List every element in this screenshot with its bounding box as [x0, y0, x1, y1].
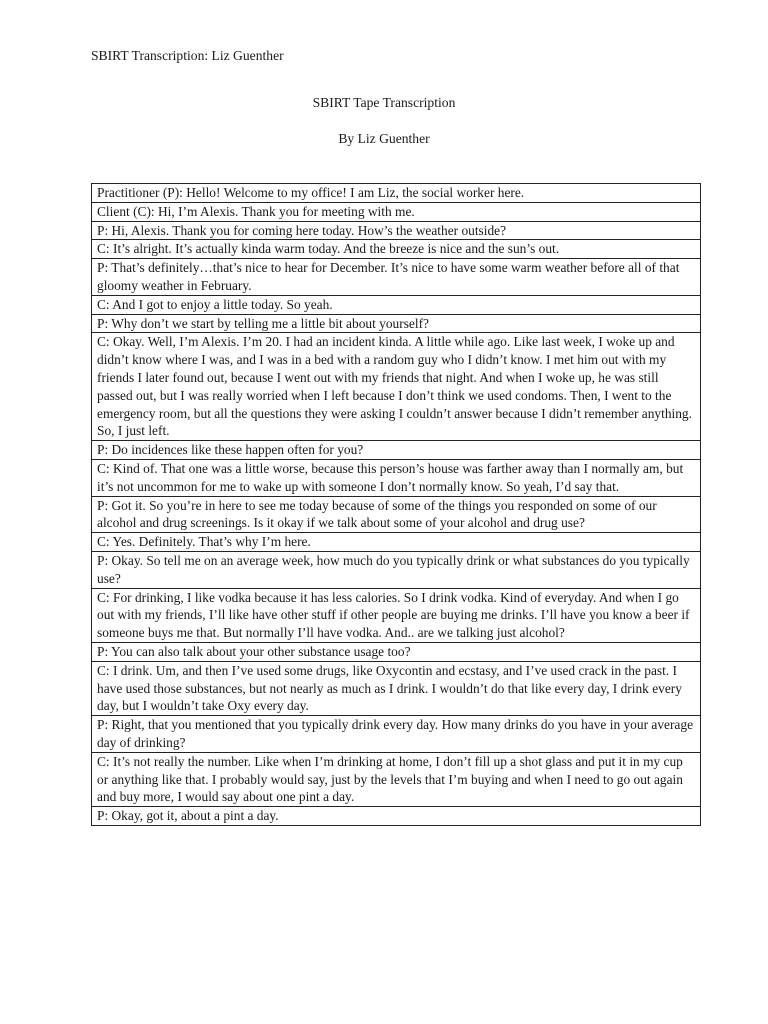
- document-author: By Liz Guenther: [338, 131, 430, 146]
- transcript-row: [92, 314, 701, 333]
- transcript-row: [92, 333, 701, 441]
- transcript-row: [92, 221, 701, 240]
- transcript-line: P: You can also talk about your other substance usage too?: [92, 642, 701, 661]
- transcript-line: Practitioner (P): Hello! Welcome to my office! I am Liz, the social worker here.: [92, 184, 701, 203]
- transcript-row: [92, 496, 701, 533]
- transcript-line: C: I drink. Um, and then I’ve used some drugs, like Oxycontin and ecstasy, and I’ve used crack in the past. I have used those substances, but not nearly as much as I drink. I wouldn’t do that like every day, I drink every day, but I wouldn’t take Oxy every day.: [92, 661, 701, 715]
- transcript-line: C: It’s not really the number. Like when I’m drinking at home, I don’t fill up a shot glass and put it in my cup or anything like that. I probably would say, just by the levels that I’m buying and when I need to go out again and buy more, I would say about one pint a day.: [92, 752, 701, 806]
- transcript-line: P: That’s definitely…that’s nice to hear for December. It’s nice to have some warm weather before all of that gloomy weather in February.: [92, 259, 701, 296]
- transcript-row: [92, 642, 701, 661]
- transcript-line: C: Okay. Well, I’m Alexis. I’m 20. I had an incident kinda. A little while ago. Like last week, I woke up and didn’t know where I was, and I was in a bed with a random guy who I didn’t know. I met him out with my friends I later found out, because I went out with my friends that night. And when I woke up, he was still passed out, but I was really worried when I left because I don’t think we used condoms. Then, I went to the emergency room, but all the questions they were asking I couldn’t answer because I didn’t remember anything. So, I just left.: [92, 333, 701, 441]
- transcript-line: Client (C): Hi, I’m Alexis. Thank you for meeting with me.: [92, 202, 701, 221]
- transcript-line: C: For drinking, I like vodka because it has less calories. So I drink vodka. Kind of everyday. And when I go out with my friends, I’ll like have other stuff if other people are buying me drinks. I’ll have you know a beer if someone buys me that. But normally I’ll have vodka. And.. are we talking just alcohol?: [92, 588, 701, 642]
- transcript-row: [92, 716, 701, 753]
- transcript-line: P: Okay. So tell me on an average week, how much do you typically drink or what substances do you typically use?: [92, 551, 701, 588]
- transcript-row: [92, 551, 701, 588]
- document-title: SBIRT Tape Transcription: [312, 95, 456, 110]
- transcript-row: [92, 202, 701, 221]
- transcript-line: C: It’s alright. It’s actually kinda warm today. And the breeze is nice and the sun’s out.: [92, 240, 701, 259]
- transcript-line: C: Yes. Definitely. That’s why I’m here.: [92, 533, 701, 552]
- running-header: SBIRT Transcription: Liz Guenther: [91, 48, 284, 63]
- transcript-line: C: Kind of. That one was a little worse, because this person’s house was farther away than I normally am, but it’s not uncommon for me to wake up with someone I don’t normally know. So yeah, I’d say that.: [92, 459, 701, 496]
- transcript-line: P: Do incidences like these happen often for you?: [92, 441, 701, 460]
- transcript-line: P: Okay, got it, about a pint a day.: [92, 807, 701, 826]
- transcript-row: [92, 295, 701, 314]
- transcript-line: P: Got it. So you’re in here to see me today because of some of the things you responded on some of our alcohol and drug screenings. Is it okay if we talk about some of your alcohol and drug use?: [92, 496, 701, 533]
- transcript-line: C: And I got to enjoy a little today. So yeah.: [92, 295, 701, 314]
- transcript-row: [92, 752, 701, 806]
- transcript-line: P: Right, that you mentioned that you typically drink every day. How many drinks do you have in your average day of drinking?: [92, 716, 701, 753]
- transcript-row: [92, 807, 701, 826]
- transcript-row: [92, 240, 701, 259]
- transcript-row: [92, 533, 701, 552]
- transcript-row: [92, 441, 701, 460]
- transcript-row: [92, 184, 701, 203]
- transcript-table: [91, 183, 701, 826]
- transcript-line: P: Why don’t we start by telling me a little bit about yourself?: [92, 314, 701, 333]
- transcript-line: P: Hi, Alexis. Thank you for coming here today. How’s the weather outside?: [92, 221, 701, 240]
- transcript-row: [92, 588, 701, 642]
- transcript-row: [92, 661, 701, 715]
- transcript-row: [92, 459, 701, 496]
- transcript-row: [92, 259, 701, 296]
